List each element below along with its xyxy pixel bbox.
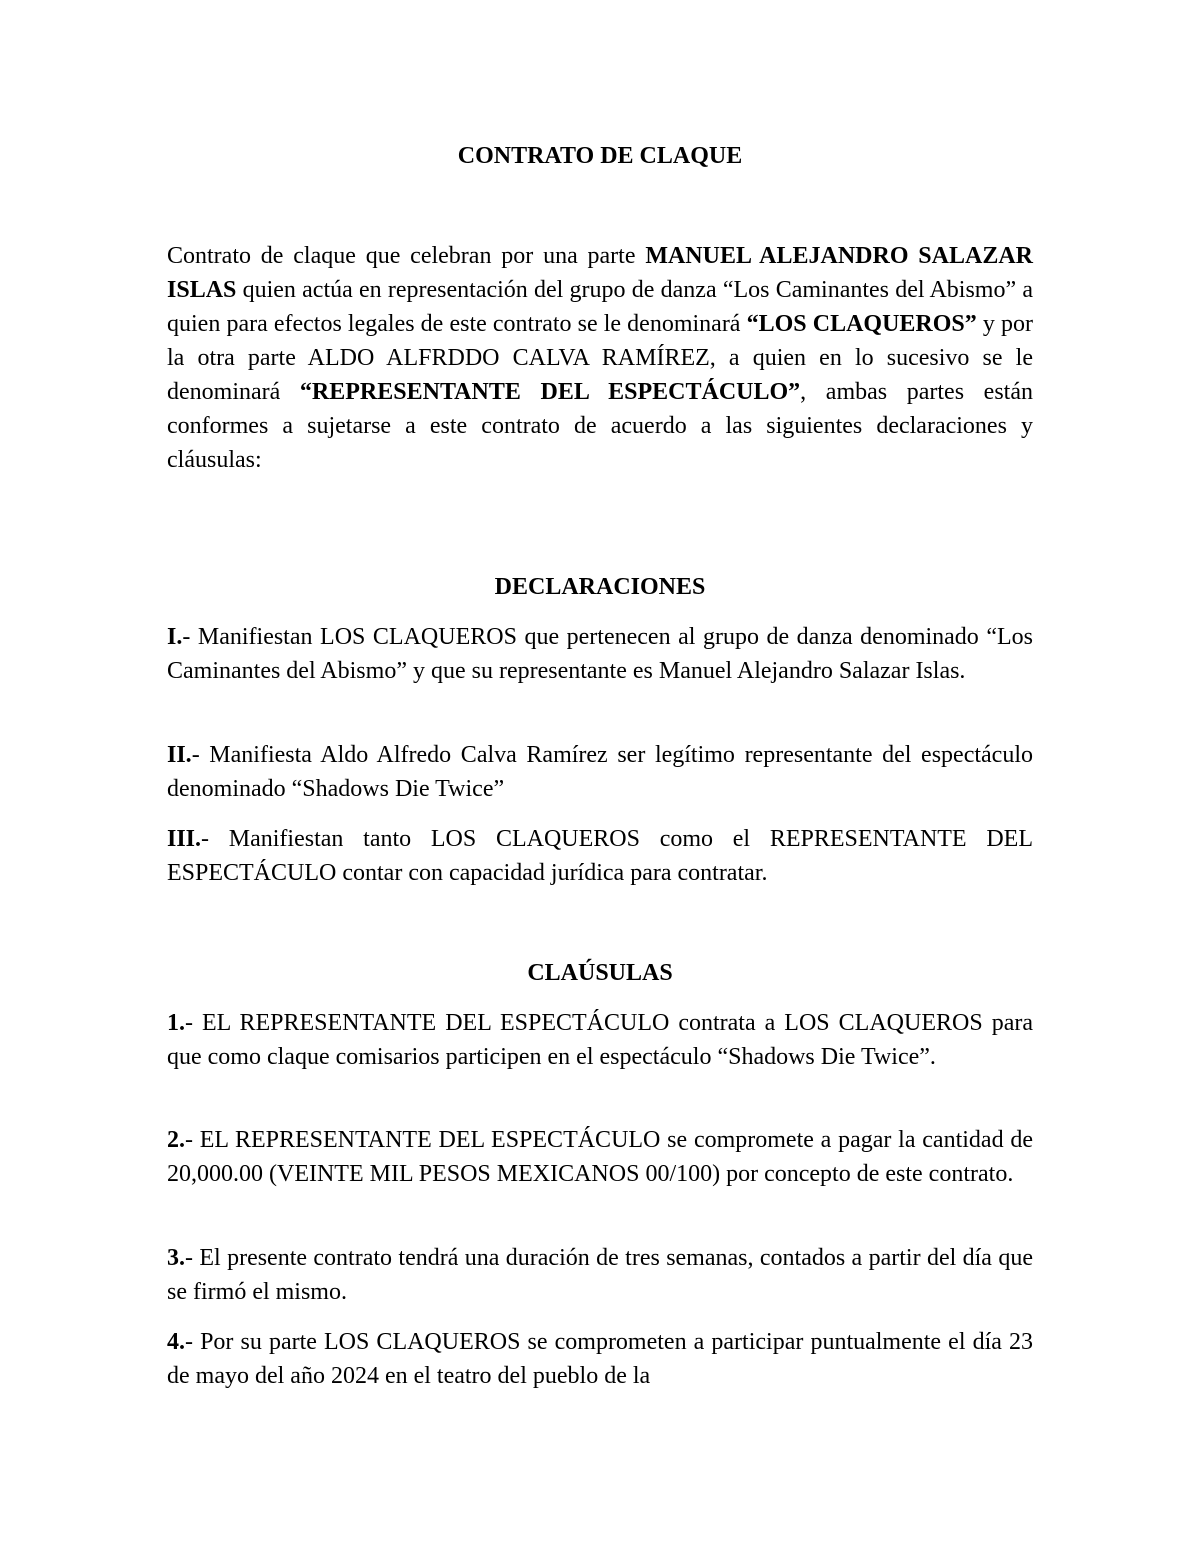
intro-text-2: quien actúa en representación del grupo de danza “Los Caminantes del Abismo” a quien para efectos legales de este contrato se le denominará — [167, 277, 1033, 337]
clausula-text: - EL REPRESENTANTE DEL ESPECTÁCULO se compromete a pagar la cantidad de 20,000.00 (VEINTE MIL PESOS MEXICANOS 00/100) por concepto de este contrato. — [167, 1127, 1033, 1187]
declaracion-text: - Manifiestan tanto LOS CLAQUEROS como el REPRESENTANTE DEL ESPECTÁCULO contar con capacidad jurídica para contratar. — [167, 826, 1033, 886]
clausula-number: 4. — [167, 1329, 185, 1355]
declaraciones-heading: DECLARACIONES — [494, 574, 706, 600]
declaracion-text: - Manifiestan LOS CLAQUEROS que pertenecen al grupo de danza denominado “Los Caminantes del Abismo” y que su representante es Manuel Alejandro Salazar Islas. — [167, 624, 1033, 684]
intro-text-3: y por la otra parte ALDO ALFRDDO CALVA RAMÍREZ, a quien en lo sucesivo se le denominará — [167, 311, 1033, 405]
clausula-item — [167, 1123, 1033, 1191]
clausula-item — [167, 1325, 1033, 1393]
clausula-item — [167, 1006, 1033, 1074]
intro-text-4: , ambas partes están conformes a sujetarse a este contrato de acuerdo a las siguientes declaraciones y cláusulas: — [167, 379, 1033, 473]
party-name-manuel: MANUEL ALEJANDRO SALAZAR ISLAS — [167, 243, 1033, 303]
clausula-number: 2. — [167, 1127, 185, 1153]
declaracion-number: III. — [167, 826, 202, 852]
clausula-number: 1. — [167, 1010, 185, 1036]
party-alias-claqueros: “LOS CLAQUEROS” — [746, 311, 977, 337]
clausulas-heading: CLAÚSULAS — [527, 960, 673, 986]
clausula-number: 3. — [167, 1245, 185, 1271]
clausula-text: - Por su parte LOS CLAQUEROS se comprometen a participar puntualmente el día 23 de mayo del año 2024 en el teatro del pueblo de la — [167, 1329, 1033, 1389]
declaracion-item — [167, 822, 1033, 890]
declaracion-number: II. — [167, 742, 192, 768]
intro-text-1: Contrato de claque que celebran por una parte — [167, 243, 646, 269]
clausula-text: - El presente contrato tendrá una duración de tres semanas, contados a partir del día que se firmó el mismo. — [167, 1245, 1033, 1305]
declaracion-item — [167, 738, 1033, 806]
clausula-item — [167, 1241, 1033, 1309]
intro-paragraph — [167, 239, 1033, 477]
clausula-text: - EL REPRESENTANTE DEL ESPECTÁCULO contrata a LOS CLAQUEROS para que como claque comisarios participen en el espectáculo “Shadows Die Twice”. — [167, 1010, 1033, 1070]
declaracion-text: - Manifiesta Aldo Alfredo Calva Ramírez ser legítimo representante del espectáculo denominado “Shadows Die Twice” — [167, 742, 1033, 802]
document-title: CONTRATO DE CLAQUE — [457, 143, 743, 169]
party-alias-representante: “REPRESENTANTE DEL ESPECTÁCULO” — [299, 379, 801, 405]
declaracion-item — [167, 620, 1033, 688]
declaracion-number: I. — [167, 624, 183, 650]
